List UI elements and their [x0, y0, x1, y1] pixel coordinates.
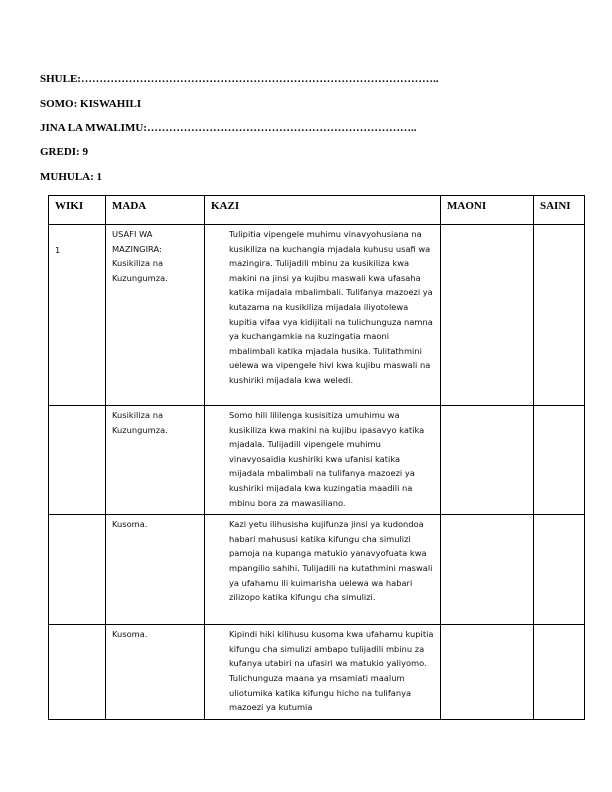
grade-field: GREDI: 9: [40, 146, 88, 158]
signature-cell: [534, 625, 585, 720]
week-cell: [49, 406, 106, 515]
topic-cell: Kusoma.: [106, 515, 205, 625]
table-row: [49, 406, 585, 515]
work-cell: Kipindi hiki kilihusu kusoma kwa ufahamu kupitia kifungu cha simulizi ambapo tulijadili mbinu za kufanya utabiri na ufasiri wa matukio yaliyomo. Tulichunguza maana ya msamiati maalum uliotumika katika kifungu hicho na tulifanya mazoezi ya kutumia: [205, 625, 441, 720]
table-header-row: [49, 196, 585, 225]
table-row: [49, 515, 585, 625]
remarks-cell: [441, 625, 534, 720]
column-header-wiki: WIKI: [49, 196, 106, 225]
column-header-maoni: MAONI: [441, 196, 534, 225]
teacher-name-field: JINA LA MWALIMU:………………………………………………………………..: [40, 122, 417, 134]
column-header-saini: SAINI: [534, 196, 585, 225]
signature-cell: [534, 225, 585, 406]
column-header-kazi: KAZI: [205, 196, 441, 225]
lesson-record-table: [48, 195, 585, 720]
signature-cell: [534, 406, 585, 515]
signature-cell: [534, 515, 585, 625]
week-cell: 1: [49, 225, 106, 406]
term-field: MUHULA: 1: [40, 171, 103, 183]
subject-field: SOMO: KISWAHILI: [40, 98, 142, 110]
week-cell: [49, 515, 106, 625]
table-row: [49, 225, 585, 406]
topic-cell: Kusikiliza na Kuzungumza.: [106, 406, 205, 515]
remarks-cell: [441, 225, 534, 406]
topic-cell: USAFI WA MAZINGIRA: Kusikiliza na Kuzungumza.: [106, 225, 205, 406]
work-cell: Kazi yetu ilihusisha kujifunza jinsi ya kudondoa habari mahususi katika kifungu cha simulizi pamoja na kupanga matukio yanavyofuata kwa mpangilio sahihi. Tulijadili na kutathmini maswali ya ufahamu ili kuimarisha uelewa wa habari zilizopo katika kifungu cha simulizi.: [205, 515, 441, 625]
topic-cell: Kusoma.: [106, 625, 205, 720]
table-row: [49, 625, 585, 720]
column-header-mada: MADA: [106, 196, 205, 225]
remarks-cell: [441, 406, 534, 515]
work-cell: Somo hili lililenga kusisitiza umuhimu wa kusikiliza kwa makini na kujibu ipasavyo katika mjadala. Tulijadili vipengele muhimu vinavyosaidia kushiriki kwa ufanisi katika mijadala mbalimbali na tulifanya mazoezi ya kushiriki mijadala kwa kuzingatia maadili na mbinu bora za mawasiliano.: [205, 406, 441, 515]
work-cell: Tulipitia vipengele muhimu vinavyohusiana na kusikiliza na kuchangia mjadala kuhusu usafi wa mazingira. Tulijadili mbinu za kusikiliza kwa makini na jinsi ya kujibu maswali kwa ufasaha katika mijadala mbalimbali. Tulifanya mazoezi ya kutazama na kusikiliza mijadala iliyotolewa kupitia vifaa vya kidijitali na tulichunguza namna ya kuchangamkia na kuzingatia maoni mbalimbali katika mjadala husika. Tulitathmini uelewa wa vipengele hivi kwa kujibu maswali na kushiriki mijadala kwa weledi.: [205, 225, 441, 406]
week-cell: [49, 625, 106, 720]
school-field: SHULE:……………………………………………………………………………………..: [40, 73, 439, 85]
remarks-cell: [441, 515, 534, 625]
